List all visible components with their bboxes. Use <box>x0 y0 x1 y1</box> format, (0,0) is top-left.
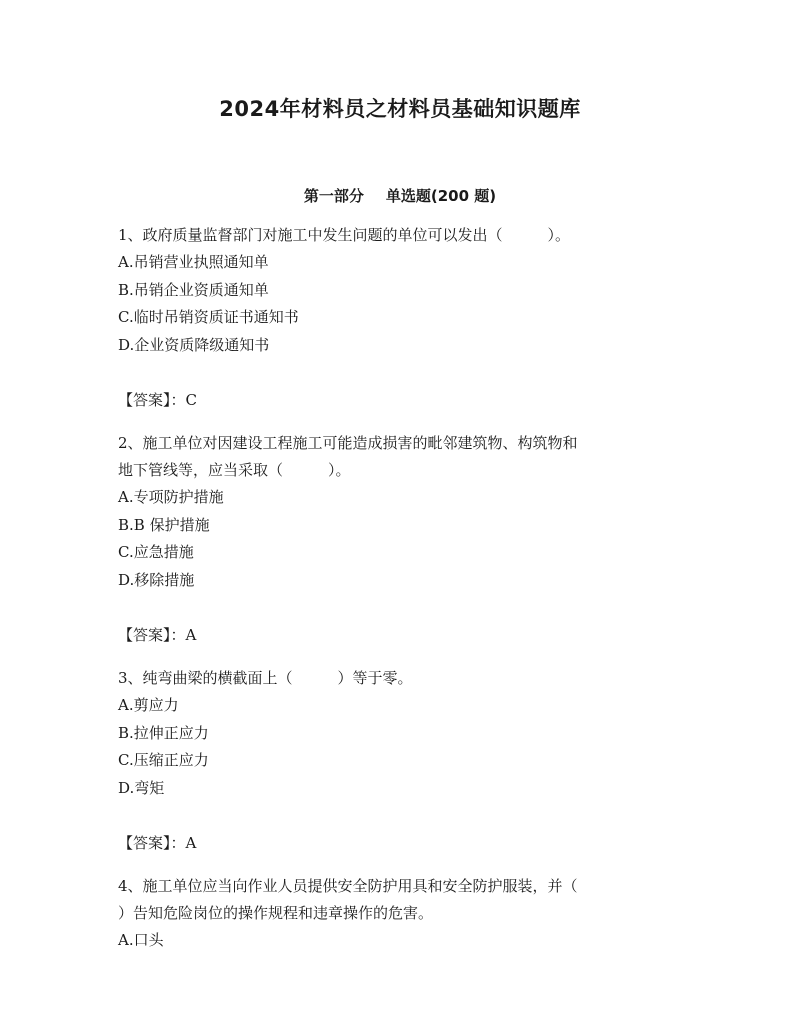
question-option: D.企业资质降级通知书 <box>118 335 270 354</box>
answer-line <box>118 622 688 649</box>
question-stem-line: 3、纯弯曲梁的横截面上（ ）等于零。 <box>118 669 413 687</box>
answer-value: A <box>185 834 197 852</box>
question-option: C.压缩正应力 <box>118 751 209 769</box>
question-item <box>118 873 688 955</box>
question-option: A.口头 <box>118 931 164 949</box>
question-stem-line: 1、政府质量监督部门对施工中发生问题的单位可以发出（ ）。 <box>118 226 571 244</box>
question-stem <box>118 222 688 249</box>
question-stem-line: 2、施工单位对因建设工程施工可能造成损害的毗邻建筑物、构筑物和 <box>118 434 578 452</box>
question-option: D.弯矩 <box>118 778 165 797</box>
question-option: A.剪应力 <box>118 696 179 714</box>
question-option: A.专项防护措施 <box>118 488 224 506</box>
question-option: A.吊销营业执照通知单 <box>118 253 269 271</box>
question-item <box>118 222 688 414</box>
section-label: 第一部分 <box>303 187 364 205</box>
answer-label: 【答案】： <box>118 626 186 644</box>
answer-value: A <box>185 626 197 644</box>
question-option: D.移除措施 <box>118 570 195 589</box>
answer-label: 【答案】： <box>118 391 186 409</box>
question-stem <box>118 665 688 692</box>
section-heading <box>0 184 800 208</box>
answer-label: 【答案】： <box>118 834 186 852</box>
question-item <box>118 430 688 649</box>
question-stem-line: 4、施工单位应当向作业人员提供安全防护用具和安全防护服装，并（ <box>118 877 578 895</box>
question-option: B.吊销企业资质通知单 <box>118 280 269 299</box>
question-option: C.应急措施 <box>118 543 194 561</box>
question-option: B.拉伸正应力 <box>118 723 209 742</box>
answer-line <box>118 830 688 857</box>
question-item <box>118 665 688 857</box>
question-stem <box>118 873 688 927</box>
document-title: 2024年材料员之材料员基础知识题库 <box>219 97 581 121</box>
question-stem-line: 地下管线等，应当采取（ ）。 <box>118 461 351 479</box>
section-name: 单选题(200 题) <box>385 187 497 205</box>
answer-value: C <box>185 391 197 409</box>
question-stem <box>118 430 688 484</box>
question-option: B.B 保护措施 <box>118 515 210 534</box>
question-stem-line: ）告知危险岗位的操作规程和违章操作的危害。 <box>118 904 434 922</box>
question-list <box>118 222 688 955</box>
answer-line <box>118 387 688 414</box>
question-option: C.临时吊销资质证书通知书 <box>118 308 299 326</box>
